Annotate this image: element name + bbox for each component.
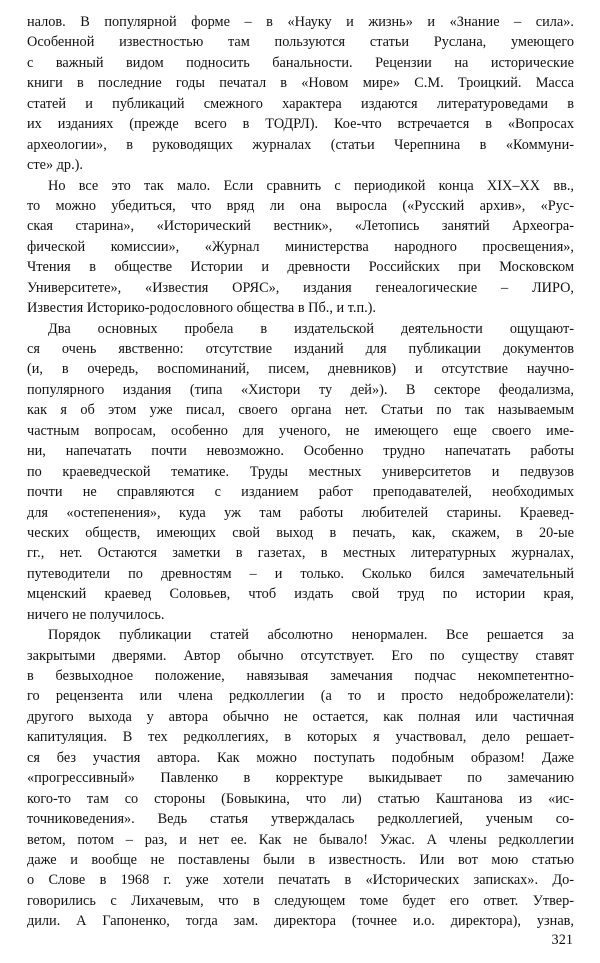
text-line: статей и публикаций смежного характера издаются литературоведами в [27,95,574,112]
text-line: ческих обществ, имеющих свой выход в печать, как, скажем, в 20-ые [27,524,574,541]
document-page [27,12,574,932]
text-line: ветом, потом – раз, и нет ее. Как не бывало! Ужас. А члены редколлегии [27,831,574,848]
text-line: Но все это так мало. Если сравнить с периодикой конца XIX–XX вв., [48,177,574,194]
text-line: закрытыми дверями. Автор обычно отсутствует. Его по существу ставят [27,647,574,664]
text-line: как я об этом уже писал, своего органа нет. Статьи по так называемым [27,402,574,419]
text-line: мценский краевед Соловьев, чтоб издать свой труд по истории края, [27,586,574,603]
paragraph-2 [27,176,574,319]
text-line: о Слове в 1968 г. уже хотели печатать в «Исторических записках». До- [27,872,574,889]
text-line: почти не справляются с изданием работ преподавателей, необходимых [27,484,574,501]
text-line: точниковедения». Ведь статья утверждалась редколлегией, ученым со- [27,811,574,828]
text-line: археологии», в руководящих журналах (статьи Черепнина в «Коммуни- [27,136,574,153]
text-line: в безвыходное положение, навязывая замечания подчас некомпетентно- [27,668,574,684]
text-line: го рецензента или члена редколлегии (а то и просто недоброжелатели): [27,688,574,705]
text-line: путеводители по древностям – и только. Сколько бился замечательный [27,565,574,582]
text-line: (и, в очередь, воспоминаний, писем, дневников) и отсутствие научно- [27,361,574,378]
text-line: ничего не получилось. [27,606,165,623]
text-line: Особенной известностью там пользуются статьи Руслана, умеющего [27,34,574,51]
text-line: дили. А Гапоненко, тогда зам. директора (точнее и.о. директора), узнав, [27,913,574,930]
text-line: ся без участия автора. Как можно поступать подобным образом! Даже [27,749,574,766]
text-line: Порядок публикации статей абсолютно ненормален. Все решается за [48,627,574,644]
page-number: 321 [551,932,573,948]
text-line: «прогрессивный» Павленко в корректуре выкидывает по замечанию [27,770,574,787]
text-line: Университете», «Известия ОРЯС», издания генеалогические – ЛИРО, [27,279,574,296]
text-line: популярного издания (типа «Хистори ту дей»). В секторе феодализма, [27,381,574,398]
text-line: Чтения в обществе Истории и древности Российских при Московском [27,259,574,276]
paragraph-3 [27,319,574,626]
text-line: книги в последние годы печатал в «Новом мире» С.М. Троицкий. Масса [27,75,574,92]
text-line: сте» др.). [27,157,83,174]
text-line: с важный видом подносить банальности. Рецензии на исторические [27,54,574,71]
paragraph-1 [27,12,574,176]
text-line: капитуляция. В тех редколлегиях, в которых я участвовал, дело решает- [27,729,574,746]
text-line: частным вопросам, особенно для ученого, не имеющего еще своего име- [27,422,574,439]
text-line: другого выхода у автора обычно не остается, как полная или частичная [27,708,574,725]
text-line: гг., нет. Остаются заметки в газетах, в местных литературных журналах, [27,545,574,562]
text-line: то можно убедиться, что вряд ли она выросла («Русский архив», «Рус- [27,197,574,214]
text-line: для «остепенения», куда уж там работы любителей старины. Краевед- [27,504,574,521]
text-line: даже и вообще не поставлены были в известность. Или вот мою статью [27,851,574,868]
text-line: ская старина», «Исторический вестник», «Летопись занятий Археогра- [27,218,574,235]
text-line: их изданиях (прежде всего в ТОДРЛ). Кое-что встречается в «Вопросах [27,116,574,133]
text-line: кого-то там со стороны (Бовыкина, что ли) статью Каштанова из «ис- [27,790,574,807]
paragraph-4 [27,625,574,932]
text-line: ни, напечатать почти невозможно. Особенно трудно напечатать работы [27,443,574,460]
text-line: ся очень явственно: отсутствие изданий для публикации документов [27,341,574,357]
text-line: фической комиссии», «Журнал министерства народного просвещения», [27,238,574,255]
text-line: Два основных пробела в издательской деятельности ощущают- [48,320,574,337]
text-line: говорились с Лихачевым, что в следующем томе будет его ответ. Утвер- [27,892,574,909]
text-line: Известия Историко-родословного общества в Пб., и т.п.). [27,300,377,317]
text-line: по краеведческой тематике. Труды местных университетов и педвузов [27,463,574,480]
text-line: налов. В популярной форме – в «Науку и жизнь» и «Знание – сила». [27,14,574,30]
